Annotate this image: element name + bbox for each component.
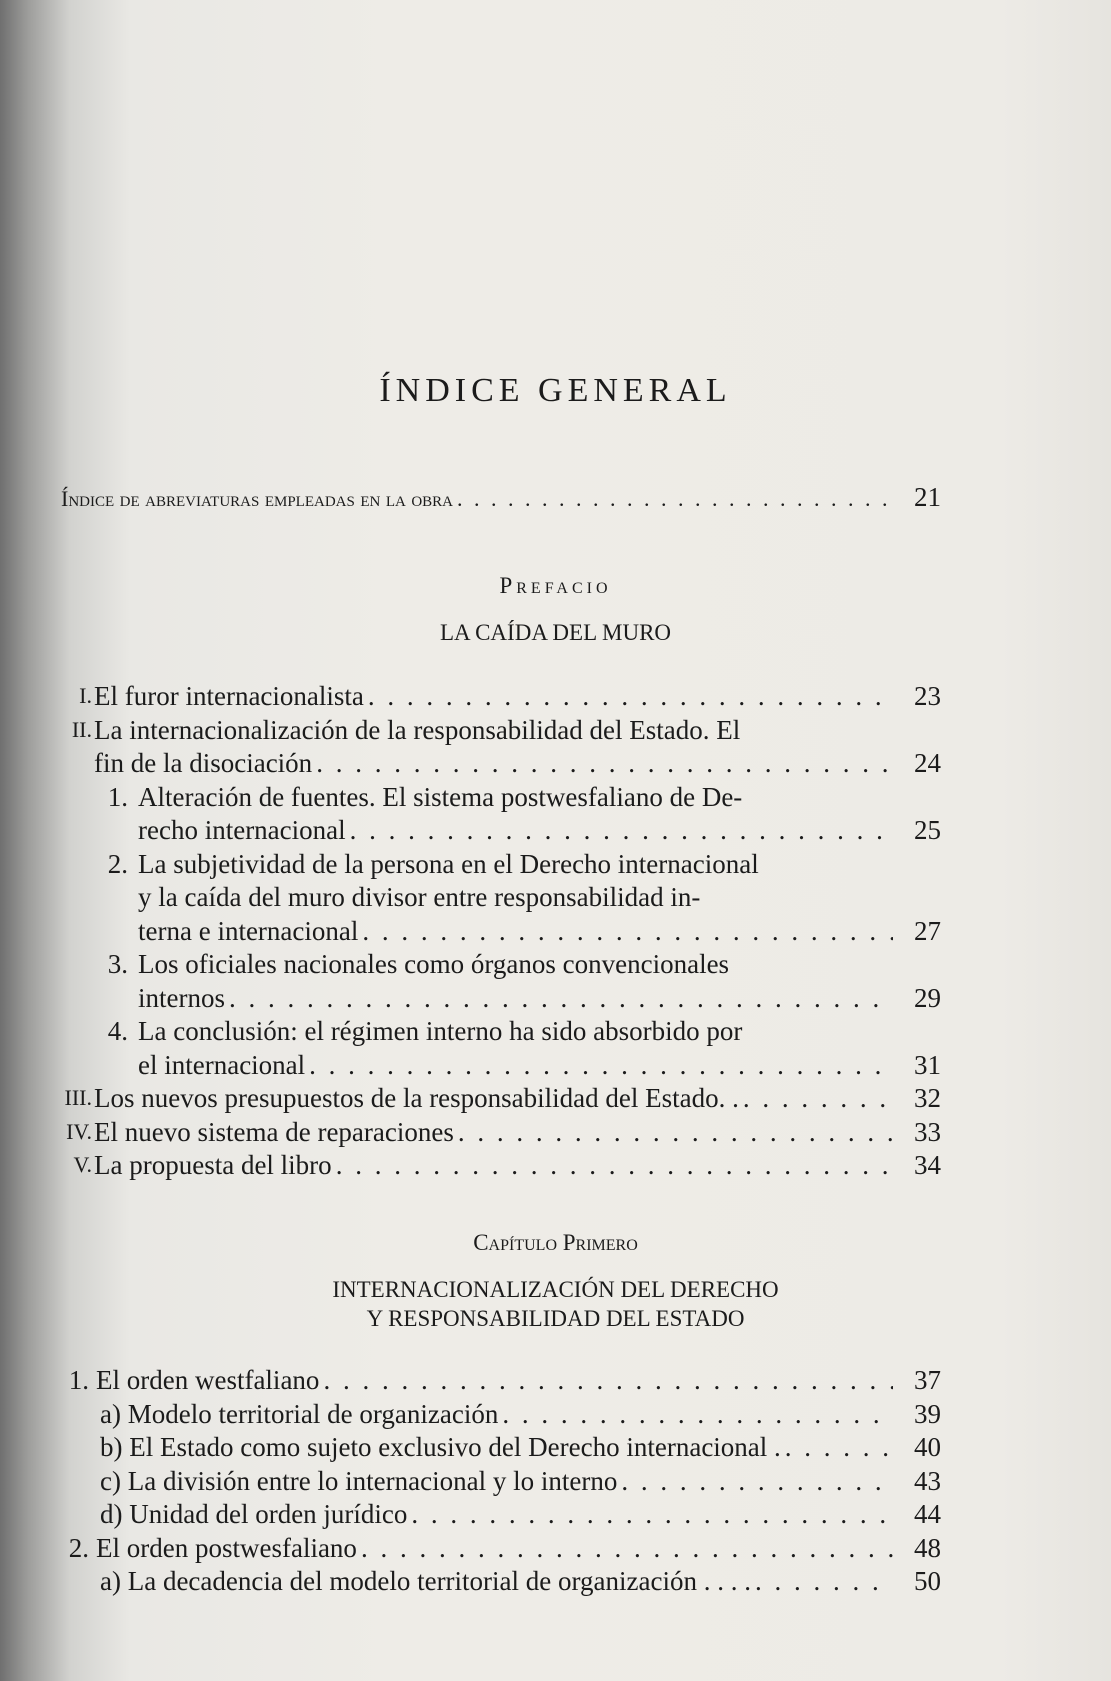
leader-dots [785, 1431, 893, 1463]
leader-dots [458, 1116, 893, 1148]
leader-dots [502, 1398, 893, 1430]
toc-entry-last-line [138, 915, 941, 947]
toc-entry-number: 2. [68, 1532, 89, 1563]
toc-entry-page: 40 [914, 1432, 941, 1462]
leader-dots [362, 915, 893, 947]
toc-entry-page: 24 [914, 748, 941, 778]
toc-entry-line [138, 1015, 941, 1047]
toc-entry-number: 2. [107, 848, 128, 879]
toc-entry-line [100, 1565, 941, 1597]
toc-entry-number: 4. [107, 1016, 128, 1046]
toc-entry-line [100, 1431, 941, 1463]
toc-entry-label: El orden westfaliano [96, 1365, 320, 1395]
toc-entry-page: 44 [914, 1499, 941, 1529]
leader-dots [621, 1465, 893, 1497]
toc-entry-last-line [94, 1116, 941, 1148]
toc-entry-last-line [138, 982, 941, 1014]
leader-dots [743, 1082, 893, 1114]
section-subtitle-prefacio: LA CAÍDA DEL MURO [439, 620, 672, 645]
toc-entry-label: internos [138, 982, 225, 1013]
toc-entry-page: 33 [914, 1116, 941, 1147]
leader-dots [316, 747, 893, 779]
toc-entry-number: IV. [66, 1118, 92, 1144]
page-title: ÍNDICE GENERAL [379, 372, 732, 409]
toc-entry-label: y la caída del muro divisor entre responsabilidad in- [138, 882, 701, 912]
chapter-title-line1: INTERNACIONALIZACIÓN DEL DERECHO [332, 1277, 779, 1302]
toc-entry-label: El nuevo sistema de reparaciones [94, 1116, 454, 1147]
section-heading-prefacio: Prefacio [499, 573, 612, 598]
toc-entry-line [100, 1398, 941, 1430]
toc-entry-line [138, 781, 941, 813]
toc-entry-line [94, 714, 941, 746]
toc-entry-label: b) El Estado como sujeto exclusivo del Derecho internacional . [100, 1432, 781, 1462]
toc-entry-label: La subjetividad de la persona en el Derecho internacional [138, 848, 759, 879]
toc-entry-label: El furor internacionalista [94, 681, 364, 711]
toc-entry-page: 37 [914, 1365, 941, 1395]
toc-entry-label: c) La división entre lo internacional y lo interno [100, 1465, 618, 1496]
chapter-title-line2: Y RESPONSABILIDAD DEL ESTADO [366, 1306, 745, 1331]
toc-entry-last-line [94, 747, 941, 779]
toc-entry-last-line [138, 814, 941, 846]
toc-entry-page: 23 [914, 681, 941, 711]
toc-entry-page: 32 [914, 1083, 941, 1113]
toc-entry-label: d) Unidad del orden jurídico [100, 1499, 408, 1529]
toc-entry-number: III. [64, 1085, 92, 1110]
toc-entry-label: recho internacional [138, 815, 346, 845]
toc-entry-label: Índice de abreviaturas empleadas en la obra [61, 486, 453, 511]
leader-dots [361, 1532, 893, 1564]
toc-entry-page: 39 [914, 1398, 941, 1429]
toc-entry-label: Alteración de fuentes. El sistema postwesfaliano de De- [138, 781, 743, 812]
toc-entry-label: a) Modelo territorial de organización [100, 1398, 499, 1429]
toc-entry-label: Los oficiales nacionales como órganos convencionales [138, 949, 730, 979]
toc-entry-label: La conclusión: el régimen interno ha sido absorbido por [138, 1016, 743, 1046]
leader-dots [350, 814, 893, 846]
toc-entry-last-line [138, 1049, 941, 1081]
toc-entry-page: 21 [914, 482, 941, 512]
leader-dots [411, 1498, 893, 1530]
toc-entry-abbreviations[interactable] [61, 482, 941, 513]
toc-entry-label: La internacionalización de la responsabilidad del Estado. El [94, 714, 741, 745]
toc-entry-label: fin de la disociación [94, 748, 313, 778]
toc-entry-page: 48 [914, 1532, 941, 1563]
toc-entry-page: 50 [914, 1566, 941, 1596]
toc-entry-label: Los nuevos presupuestos de la responsabilidad del Estado. . [94, 1083, 739, 1113]
toc-entry-last-line [94, 1082, 941, 1114]
toc-entry-page: 27 [914, 915, 941, 946]
toc-entry-line [100, 1465, 941, 1497]
toc-entry-number: 3. [107, 949, 128, 979]
toc-entry-page: 31 [914, 1049, 941, 1080]
toc-entry-label: terna e internacional [138, 915, 359, 946]
leader-dots [309, 1049, 893, 1081]
leader-dots [755, 1565, 893, 1597]
toc-entry-number: 1. [68, 1365, 89, 1395]
toc-entry-label: El orden postwesfaliano [96, 1532, 357, 1563]
toc-entry-last-line [94, 680, 941, 712]
toc-entry-page: 43 [914, 1465, 941, 1496]
toc-entry-number: V. [73, 1152, 92, 1177]
leader-dots [323, 1364, 893, 1396]
toc-entry-number: 1. [107, 781, 128, 812]
section-heading-capitulo: Capítulo Primero [473, 1230, 638, 1255]
leader-dots [229, 982, 893, 1014]
toc-entry-label: a) La decadencia del modelo territorial de organización . . . . [100, 1566, 751, 1596]
leader-dots [457, 486, 893, 512]
toc-entry-page: 25 [914, 815, 941, 845]
leader-dots [336, 1149, 893, 1181]
toc-entry-number: II. [71, 716, 92, 742]
toc-entry-number: I. [79, 683, 92, 708]
toc-entry-last-line [94, 1149, 941, 1181]
toc-entry-page: 29 [914, 982, 941, 1013]
toc-entry-line [96, 1532, 941, 1564]
toc-entry-line [138, 881, 941, 913]
toc-entry-label: La propuesta del libro [94, 1150, 332, 1180]
toc-entry-label: el internacional [138, 1049, 306, 1080]
toc-entry-line [138, 948, 941, 980]
toc-entry-line [96, 1364, 941, 1396]
toc-entry-line [138, 848, 941, 880]
toc-entry-line [100, 1498, 941, 1530]
toc-entry-page: 34 [914, 1150, 941, 1180]
leader-dots [368, 680, 893, 712]
